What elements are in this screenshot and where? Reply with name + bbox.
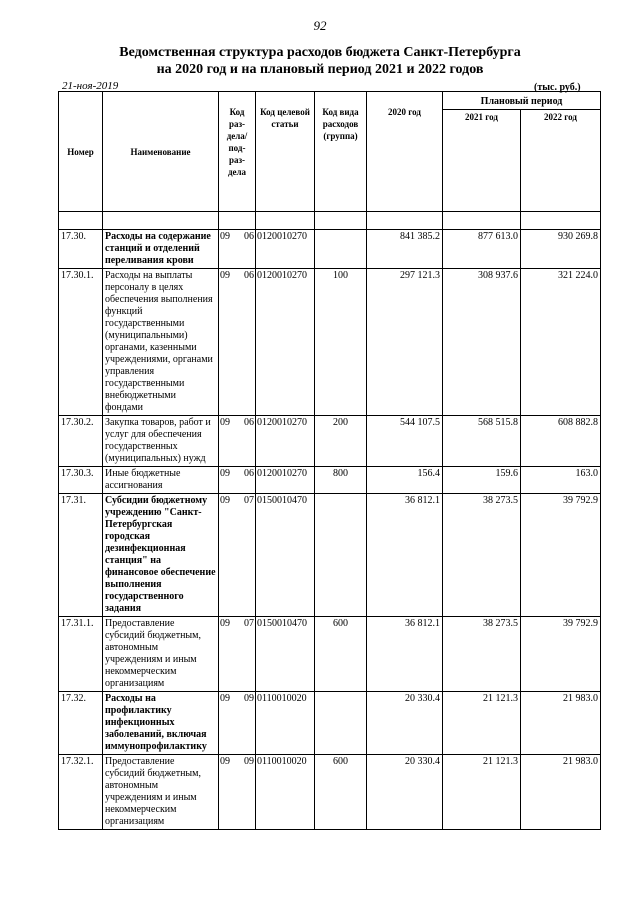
row-razdel bbox=[219, 692, 256, 755]
row-name: Предоставление субсидий бюджетным, автономным учреждениям и иным некоммерческим организациям bbox=[103, 617, 219, 692]
row-number: 17.30.3. bbox=[59, 467, 103, 494]
title-line-2: на 2020 год и на плановый период 2021 и 2022 годов bbox=[156, 62, 484, 77]
header-vid: Код вида расходов (группа) bbox=[315, 92, 367, 212]
header-2021: 2021 год bbox=[443, 110, 521, 212]
page-title bbox=[0, 44, 640, 78]
row-vid-code bbox=[315, 692, 367, 755]
header-target: Код целевой статьи bbox=[256, 92, 315, 212]
row-razdel bbox=[219, 494, 256, 617]
title-line-1: Ведомственная структура расходов бюджета Санкт-Петербурга bbox=[119, 45, 521, 60]
row-value-2021: 38 273.5 bbox=[443, 617, 521, 692]
razdel-code: 09 bbox=[220, 417, 230, 428]
row-value-2022: 930 269.8 bbox=[521, 230, 601, 269]
row-value-2022: 321 224.0 bbox=[521, 269, 601, 416]
row-name: Расходы на содержание станций и отделений переливания крови bbox=[103, 230, 219, 269]
row-target-code: 0120010270 bbox=[256, 416, 315, 467]
row-razdel bbox=[219, 467, 256, 494]
units-label: (тыс. руб.) bbox=[534, 82, 581, 93]
podrazdel-code: 06 bbox=[244, 417, 254, 428]
row-value-2022: 39 792.9 bbox=[521, 617, 601, 692]
row-value-2020: 297 121.3 bbox=[367, 269, 443, 416]
row-value-2021: 21 121.3 bbox=[443, 755, 521, 830]
header-2020: 2020 год bbox=[367, 92, 443, 212]
row-razdel bbox=[219, 755, 256, 830]
table-row bbox=[59, 755, 601, 830]
row-value-2021: 877 613.0 bbox=[443, 230, 521, 269]
row-value-2020: 36 812.1 bbox=[367, 494, 443, 617]
row-number: 17.30.2. bbox=[59, 416, 103, 467]
row-value-2020: 156.4 bbox=[367, 467, 443, 494]
row-target-code: 0120010270 bbox=[256, 269, 315, 416]
row-vid-code bbox=[315, 494, 367, 617]
row-value-2022: 21 983.0 bbox=[521, 755, 601, 830]
row-vid-code: 800 bbox=[315, 467, 367, 494]
table-row bbox=[59, 269, 601, 416]
row-number: 17.31.1. bbox=[59, 617, 103, 692]
row-name: Расходы на выплаты персоналу в целях обеспечения выполнения функций государственными (муниципальными) органами, казенными учреждениями, органами управления государственными внебюджетными фондами bbox=[103, 269, 219, 416]
podrazdel-code: 06 bbox=[244, 231, 254, 242]
row-number: 17.30. bbox=[59, 230, 103, 269]
document-date: 21-ноя-2019 bbox=[62, 80, 119, 92]
row-value-2022: 39 792.9 bbox=[521, 494, 601, 617]
podrazdel-code: 06 bbox=[244, 468, 254, 479]
razdel-code: 09 bbox=[220, 756, 230, 767]
row-name: Предоставление субсидий бюджетным, автономным учреждениям и иным некоммерческим организациям bbox=[103, 755, 219, 830]
row-value-2021: 308 937.6 bbox=[443, 269, 521, 416]
row-vid-code: 600 bbox=[315, 617, 367, 692]
row-target-code: 0120010270 bbox=[256, 230, 315, 269]
row-target-code: 0110010020 bbox=[256, 692, 315, 755]
row-razdel bbox=[219, 230, 256, 269]
podrazdel-code: 07 bbox=[244, 495, 254, 506]
row-number: 17.32.1. bbox=[59, 755, 103, 830]
table-row bbox=[59, 467, 601, 494]
header-number: Номер bbox=[59, 92, 103, 212]
row-value-2020: 544 107.5 bbox=[367, 416, 443, 467]
row-name: Иные бюджетные ассигнования bbox=[103, 467, 219, 494]
row-value-2021: 568 515.8 bbox=[443, 416, 521, 467]
row-razdel bbox=[219, 269, 256, 416]
row-target-code: 0120010270 bbox=[256, 467, 315, 494]
header-2022: 2022 год bbox=[521, 110, 601, 212]
header-name: Наименование bbox=[103, 92, 219, 212]
podrazdel-code: 07 bbox=[244, 618, 254, 629]
row-name: Расходы на профилактику инфекционных заболеваний, включая иммунопрофилактику bbox=[103, 692, 219, 755]
row-target-code: 0150010470 bbox=[256, 617, 315, 692]
row-number: 17.30.1. bbox=[59, 269, 103, 416]
row-value-2021: 38 273.5 bbox=[443, 494, 521, 617]
table-row bbox=[59, 230, 601, 269]
row-target-code: 0150010470 bbox=[256, 494, 315, 617]
row-value-2021: 159.6 bbox=[443, 467, 521, 494]
row-vid-code: 100 bbox=[315, 269, 367, 416]
header-planned: Плановый период bbox=[443, 92, 601, 110]
table-row bbox=[59, 416, 601, 467]
row-value-2020: 36 812.1 bbox=[367, 617, 443, 692]
page-number: 92 bbox=[313, 18, 327, 33]
table-body bbox=[59, 230, 601, 830]
razdel-code: 09 bbox=[220, 231, 230, 242]
row-value-2020: 20 330.4 bbox=[367, 692, 443, 755]
row-name: Субсидии бюджетному учреждению "Санкт-Петербургская городская дезинфекционная станция" на финансовое обеспечение выполнения государственного задания bbox=[103, 494, 219, 617]
table-row bbox=[59, 617, 601, 692]
row-razdel bbox=[219, 416, 256, 467]
razdel-code: 09 bbox=[220, 618, 230, 629]
row-vid-code bbox=[315, 230, 367, 269]
header-razdel: Код раз- дела/ под- раз- дела bbox=[219, 92, 256, 212]
row-name: Закупка товаров, работ и услуг для обеспечения государственных (муниципальных) нужд bbox=[103, 416, 219, 467]
podrazdel-code: 09 bbox=[244, 756, 254, 767]
row-value-2020: 20 330.4 bbox=[367, 755, 443, 830]
row-target-code: 0110010020 bbox=[256, 755, 315, 830]
row-vid-code: 200 bbox=[315, 416, 367, 467]
budget-table bbox=[58, 91, 601, 830]
row-number: 17.31. bbox=[59, 494, 103, 617]
row-value-2021: 21 121.3 bbox=[443, 692, 521, 755]
table-row bbox=[59, 494, 601, 617]
razdel-code: 09 bbox=[220, 693, 230, 704]
row-number: 17.32. bbox=[59, 692, 103, 755]
row-value-2022: 608 882.8 bbox=[521, 416, 601, 467]
razdel-code: 09 bbox=[220, 468, 230, 479]
row-value-2022: 163.0 bbox=[521, 467, 601, 494]
podrazdel-code: 09 bbox=[244, 693, 254, 704]
row-vid-code: 600 bbox=[315, 755, 367, 830]
podrazdel-code: 06 bbox=[244, 270, 254, 281]
row-razdel bbox=[219, 617, 256, 692]
table-row bbox=[59, 692, 601, 755]
row-value-2022: 21 983.0 bbox=[521, 692, 601, 755]
row-value-2020: 841 385.2 bbox=[367, 230, 443, 269]
razdel-code: 09 bbox=[220, 270, 230, 281]
razdel-code: 09 bbox=[220, 495, 230, 506]
